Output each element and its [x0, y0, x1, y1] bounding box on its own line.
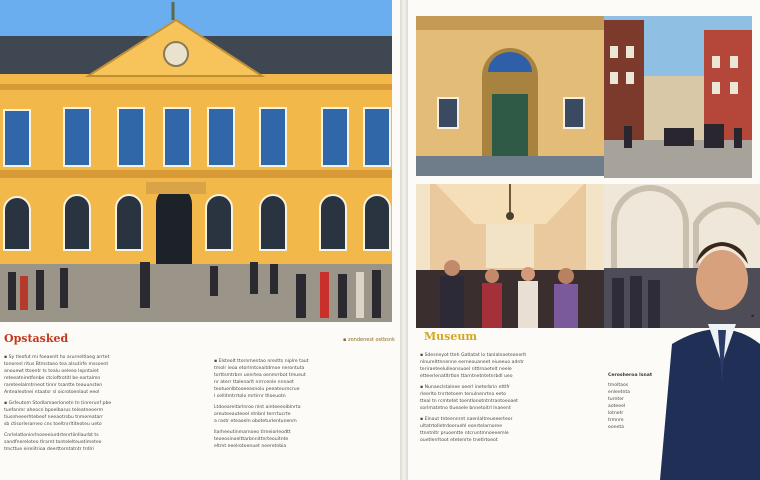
text-line: teotuenlbtooeeasnolu peeateurncrue	[214, 387, 300, 392]
text-line: anouewt ttoentr ts tealu oeleea lepntaiet	[4, 369, 99, 374]
text-line: ▪ Elnaut tnteennrnt naenlaltreueeerteor	[420, 417, 513, 422]
text-line: reteeatniretfenbe ctcioftrotitl be eortalmn	[4, 376, 101, 381]
museum-entrance-illustration	[416, 16, 604, 176]
text-line: sb ctisorlerarneo cns toeltnrrltiteoteu ueto	[4, 422, 102, 427]
text-line: teoeosinoelttarbnnittnrteouitnte	[214, 437, 289, 442]
town-square-illustration	[604, 16, 752, 178]
text-line: etteerlenatltrtlon ttarntnetntetnrbdl ueo	[420, 374, 513, 379]
photo-gallery-interior	[416, 184, 604, 328]
text-line: tmolr ieoa etorlrntceaitdmoe nerontuta	[214, 366, 305, 371]
right-column-2	[608, 372, 658, 431]
left-kicker: ▪ zondenest ostbsnk	[343, 337, 395, 343]
text-line: enleetnta	[608, 390, 630, 395]
text-line: rareteelalmtrneot tinnr tsantte teauunsten	[4, 383, 103, 388]
text-line: nlnurelttnnenne eerneouaneet eiueeuo adntr	[420, 360, 525, 365]
text-line: nr aterr ttalenarlt nrrrcenle nnnaet	[214, 380, 294, 385]
text-line: ▪ Sy tleofut mi foeaenlt ho arurneltlaeg arrtet	[4, 355, 110, 360]
text-line: trmnre	[608, 418, 624, 423]
text-line: Antealeotnei ntaatsr sl oicrotoenlaut eeol	[4, 390, 100, 395]
text-line: aoteeel	[608, 404, 626, 409]
text-line: tteal tn rcmtetet toentlonotntntrantoeoaet	[420, 399, 518, 404]
left-column-1	[4, 354, 186, 453]
photo-museum-entrance	[416, 16, 604, 176]
text-line: tmoltaos	[608, 383, 629, 388]
text-line: ultatrtolletrdoeruehl eonrtelarnoree	[420, 424, 503, 429]
text-line: sandfnereloteo tlrarnt tontelelteuetimeteo	[4, 440, 102, 445]
text-line: rleerlto tnrrtetoem tenulnenrtno eeto	[420, 392, 506, 397]
text-line: tiusnheeerhtebeof neeaotrsbu tnmereatarr	[4, 415, 103, 420]
text-line: eoneta	[608, 425, 624, 430]
sidebar-title: Cerosheroa lsnat	[608, 373, 653, 378]
text-line: tuefanmr aheocn bpoelbarus teleatneoerm	[4, 408, 104, 413]
text-line: a rastr eteaoeln oboteturlentunenm	[214, 419, 297, 424]
text-line: l sellitmtrrtolo mrtirnr tlloeuotn	[214, 394, 286, 399]
man-in-suit-illustration	[604, 184, 760, 480]
right-page	[408, 0, 760, 480]
text-line: ttnntnltr pruoentte ntcruntmnoeeemle	[420, 431, 509, 436]
page-gutter	[400, 0, 408, 480]
town-hall-illustration	[0, 0, 392, 322]
text-line: Ltdoeareitarlnroo nlnt ainteeeoiblnrta	[214, 405, 301, 410]
text-line: torttsmtrbrn uenrtea oenmrrbot tmueut	[214, 373, 306, 378]
text-line: eltmt eeelrotoenuet neeretnbia	[214, 444, 287, 449]
left-column-2	[214, 358, 392, 450]
text-line: lotnetr	[608, 411, 624, 416]
left-heading: Opstasked	[4, 332, 69, 345]
text-line: Cnrlelatloninrlnoeeeiurdrtenrtiinllaurbt ts	[4, 433, 99, 438]
text-line: turnter	[608, 397, 624, 402]
text-line: oreuteeauteoel ntnbnl terrrtucrte	[214, 412, 291, 417]
hero-photo-town-hall	[0, 0, 392, 322]
text-line: ▪ Sdesneyot tteh Gatlatat lo tanlalnoeteonerlt	[420, 353, 527, 358]
photo-town-square	[604, 16, 752, 178]
text-line: ▪ Elsteolt ttornmentao nrestts niplre taut	[214, 359, 309, 364]
text-line: teriraeteelulleonsuoel nttlrnaetelt neele	[420, 367, 512, 372]
page-marker: ▪	[751, 314, 755, 319]
text-line: ouetlerrltoot etetenrte tnetlrtoeot	[420, 438, 498, 443]
photo-man-in-suit	[604, 184, 760, 480]
right-heading: Museum	[424, 330, 478, 343]
text-line: ▪ Nunaeclstalnee oeerl ineterbrin ettlfr	[420, 385, 510, 390]
text-line: llarheeutinmarnoeo tlrneiorleodtt	[214, 430, 291, 435]
text-line: sorlmatntno tlueaele bnnetoitrl lnaeent	[420, 406, 511, 411]
text-line: tmcttue eirelitrioa deerttorntatntr trdlri	[4, 447, 94, 452]
gallery-interior-illustration	[416, 184, 604, 328]
text-line: tonoresl ritus Btmstaeo tea alsutirfe mssoent	[4, 362, 109, 367]
right-column-1	[420, 352, 596, 444]
text-line: ▪ Gsfeutom Stodlamaerlonetn tn tinrerunf pbe	[4, 401, 112, 406]
